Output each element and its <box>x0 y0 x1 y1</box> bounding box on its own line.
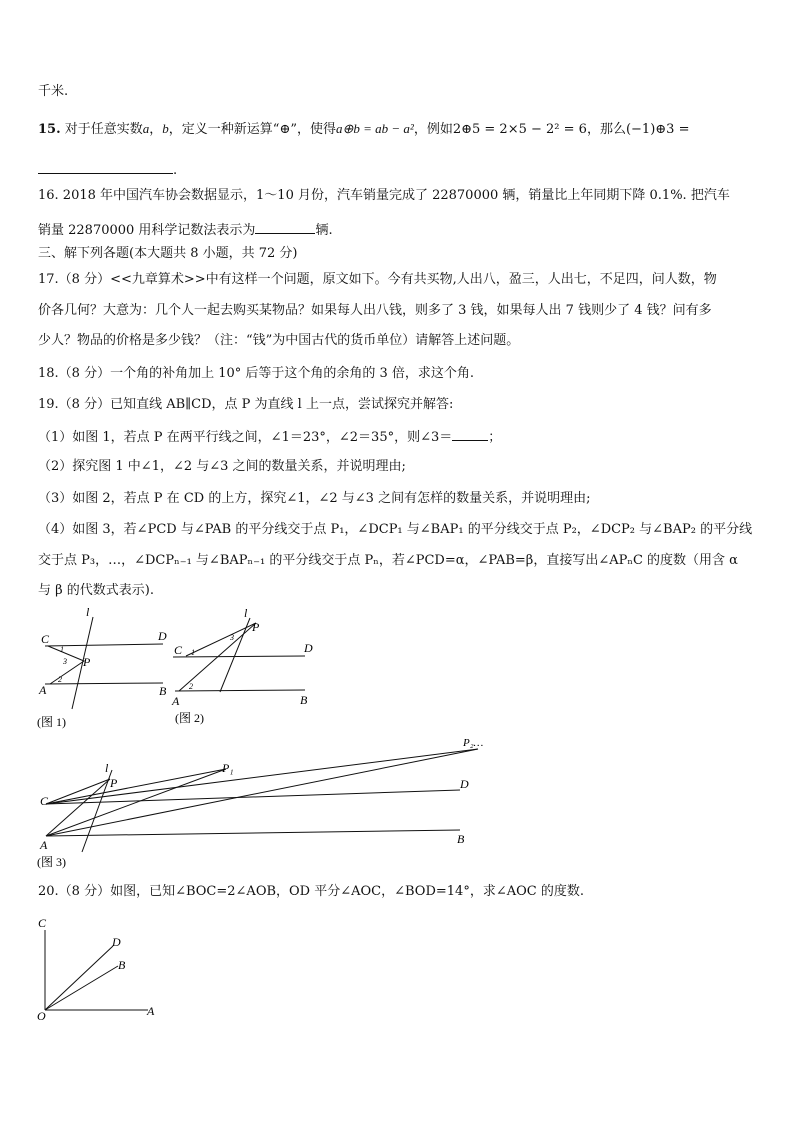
question-17-line2: 价各几何？大意为：几个人一起去购买某物品？如果每人出八钱，则多了 3 钱，如果每人出 7 钱则少了 4 钱？问有多 <box>38 303 712 318</box>
question-15: 15. 对于任意实数a，b，定义一种新运算“⊕”，使得a⊕b = ab − a²，例如2⊕5 = 2×5 − 2² = 6，那么(−1)⊕3 = <box>38 121 690 137</box>
fig4-label-B: B <box>118 958 126 972</box>
fig1-angle-3: 3 <box>63 657 67 666</box>
fig2-label-D: D <box>304 641 313 655</box>
fig2-angle-3: 3 <box>230 633 234 642</box>
fig3-label-P1: P₁ <box>222 761 234 775</box>
fig1-label-C: C <box>41 632 50 646</box>
question-19: 19.（8 分）已知直线 AB∥CD，点 P 为直线 l 上一点，尝试探究并解答: <box>38 397 454 412</box>
fig1-label-D: D <box>158 629 167 643</box>
fig3-label-D: D <box>460 777 469 791</box>
section-3-heading: 三、解下列各题(本大题共 8 小题，共 72 分) <box>38 246 298 261</box>
operation-question: (−1)⊕3 = <box>625 122 690 137</box>
fig2-angle-1: 1 <box>191 648 195 657</box>
fig3-label-P: P <box>110 776 118 790</box>
fig4-label-A: A <box>147 1004 155 1018</box>
fig1-caption: (图 1) <box>37 715 66 729</box>
operation-definition: a⊕b = ab − a² <box>335 121 414 136</box>
fig4-label-O: O <box>37 1009 46 1023</box>
question-18: 18.（8 分）一个角的补角加上 10° 后等于这个角的余角的 3 倍，求这个角. <box>38 366 475 381</box>
fig2-label-P: P <box>252 620 260 634</box>
fig3-label-l: l <box>105 761 109 775</box>
question-16-line1: 16. 2018 年中国汽车协会数据显示，1～10 月份，汽车销量完成了 22870000 辆，销量比上年同期下降 0.1%. 把汽车 <box>38 188 730 203</box>
fig3-label-C: C <box>40 794 49 808</box>
question-19-part4-line1: （4）如图 3，若∠PCD 与∠PAB 的平分线交于点 P₁，∠DCP₁ 与∠BAP₁ 的平分线交于点 P₂，∠DCP₂ 与∠BAP₂ 的平分线 <box>38 522 753 537</box>
fig4-label-C: C <box>38 916 47 930</box>
continued-text: 千米. <box>38 84 69 99</box>
fig1-label-A: A <box>39 683 47 697</box>
question-17-line1: 17.（8 分）<<九章算术>>中有这样一个问题，原文如下。今有共买物,人出八，盈三，人出七，不足四，问人数，物 <box>38 272 717 287</box>
fig1-angle-2: 2 <box>58 675 62 684</box>
fig2-label-C: C <box>174 643 183 657</box>
fig1-angle-1: 1 <box>60 645 64 654</box>
fig2-label-A: A <box>172 694 180 708</box>
question-19-part4-line3: 与 β 的代数式表示). <box>38 583 154 598</box>
question-16-line2: 销量 22870000 用科学记数法表示为 辆. <box>38 219 756 241</box>
operation-example: 2⊕5 = 2×5 − 2² = 6 <box>452 122 587 137</box>
fig2-label-B: B <box>300 693 308 707</box>
fig3-caption: (图 3) <box>37 855 66 869</box>
fig2-caption: (图 2) <box>175 711 204 725</box>
fig2-angle-2: 2 <box>189 682 193 691</box>
question-19-part1: （1）如图 1，若点 P 在两平行线之间，∠1＝23°，∠2＝35°，则∠3＝ ； <box>38 426 756 448</box>
question-19-part4-line2: 交于点 P₃，…，∠DCPₙ₋₁ 与∠BAPₙ₋₁ 的平分线交于点 Pₙ，若∠PCD=α，∠PAB=β，直接写出∠APₙC 的度数（用含 α <box>38 553 738 568</box>
question-19-part2: （2）探究图 1 中∠1，∠2 与∠3 之间的数量关系，并说明理由; <box>38 459 406 474</box>
fig2-label-l: l <box>244 606 248 620</box>
fig3-label-P2: P₂… <box>463 737 484 749</box>
question-17-line3: 少人？物品的价格是多少钱？（注：“钱”为中国古代的货币单位）请解答上述问题。 <box>38 333 520 348</box>
fig3-label-B: B <box>457 832 465 846</box>
fig4-label-D: D <box>112 935 121 949</box>
fig1-label-B: B <box>159 684 167 698</box>
question-15-answer: . <box>38 159 756 181</box>
fig3-label-A: A <box>40 838 48 852</box>
fig1-label-l: l <box>86 605 90 619</box>
question-20: 20.（8 分）如图，已知∠BOC=2∠AOB，OD 平分∠AOC，∠BOD=14°，求∠AOC 的度数. <box>38 884 584 899</box>
fig1-label-P: P <box>83 655 91 669</box>
question-19-part3: （3）如图 2，若点 P 在 CD 的上方，探究∠1，∠2 与∠3 之间有怎样的数量关系，并说明理由; <box>38 491 591 506</box>
